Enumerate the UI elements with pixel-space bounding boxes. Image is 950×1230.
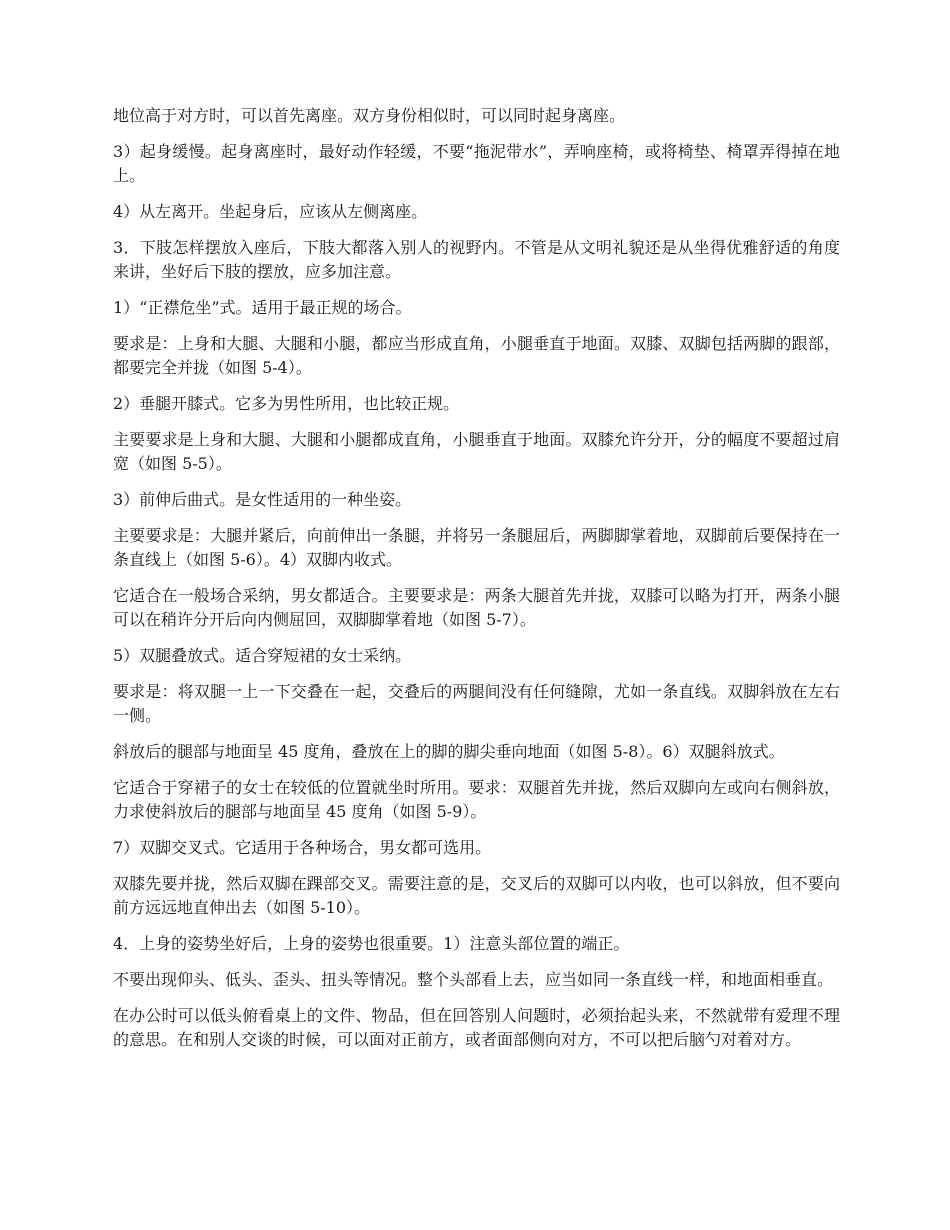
paragraph: 4）从左离开。坐起身后，应该从左侧离座。 (113, 202, 428, 221)
paragraph: 地位高于对方时，可以首先离座。双方身份相似时，可以同时起身离座。 (113, 106, 626, 125)
paragraph: 4．上身的姿势坐好后，上身的姿势也很重要。1）注意头部位置的端正。 (113, 934, 630, 953)
paragraph: 斜放后的腿部与地面呈 45 度角，叠放在上的脚的脚尖垂向地面（如图 5-8）。6）双腿斜放式。 (113, 742, 785, 761)
paragraph: 它适合在一般场合采纳，男女都适合。主要要求是：两条大腿首先并拢，双膝可以略为打开，两条小腿可以在稍许分开后向内侧屈回，双脚脚掌着地（如图 5-7）。 (113, 586, 840, 629)
document-body (113, 104, 840, 1064)
paragraph: 5）双腿叠放式。适合穿短裙的女士采纳。 (113, 646, 412, 665)
paragraph: 3．下肢怎样摆放入座后，下肢大都落入别人的视野内。不管是从文明礼貌还是从坐得优雅舒适的角度来讲，坐好后下肢的摆放，应多加注意。 (113, 238, 840, 281)
paragraph: 7）双脚交叉式。它适用于各种场合，男女都可选用。 (113, 838, 492, 857)
paragraph: 在办公时可以低头俯看桌上的文件、物品，但在回答别人问题时，必须抬起头来，不然就带有爱理不理的意思。在和别人交谈的时候，可以面对正前方，或者面部侧向对方，不可以把后脑勺对着对方。 (113, 1006, 840, 1049)
paragraph: 2）垂腿开膝式。它多为男性所用，也比较正规。 (113, 394, 460, 413)
paragraph: 它适合于穿裙子的女士在较低的位置就坐时所用。要求：双腿首先并拢，然后双脚向左或向右侧斜放，力求使斜放后的腿部与地面呈 45 度角（如图 5-9）。 (113, 778, 840, 821)
paragraph: 主要要求是上身和大腿、大腿和小腿都成直角，小腿垂直于地面。双膝允许分开，分的幅度不要超过肩宽（如图 5-5）。 (113, 430, 840, 473)
paragraph: 1）“正襟危坐”式。适用于最正规的场合。 (113, 298, 412, 317)
paragraph: 3）前伸后曲式。是女性适用的一种坐姿。 (113, 490, 412, 509)
paragraph: 主要要求是：大腿并紧后，向前伸出一条腿，并将另一条腿屈后，两脚脚掌着地，双脚前后要保持在一条直线上（如图 5-6）。4）双脚内收式。 (113, 526, 840, 569)
paragraph: 要求是：上身和大腿、大腿和小腿，都应当形成直角，小腿垂直于地面。双膝、双脚包括两脚的跟部，都要完全并拢（如图 5-4）。 (113, 334, 840, 377)
paragraph: 3）起身缓慢。起身离座时，最好动作轻缓，不要“拖泥带水”，弄响座椅，或将椅垫、椅罩弄得掉在地上。 (113, 142, 840, 185)
paragraph: 不要出现仰头、低头、歪头、扭头等情况。整个头部看上去，应当如同一条直线一样，和地面相垂直。 (113, 970, 834, 989)
paragraph: 要求是：将双腿一上一下交叠在一起，交叠后的两腿间没有任何缝隙，尤如一条直线。双脚斜放在左右一侧。 (113, 682, 840, 725)
paragraph: 双膝先要并拢，然后双脚在踝部交叉。需要注意的是，交叉后的双脚可以内收，也可以斜放，但不要向前方远远地直伸出去（如图 5-10）。 (113, 874, 840, 917)
